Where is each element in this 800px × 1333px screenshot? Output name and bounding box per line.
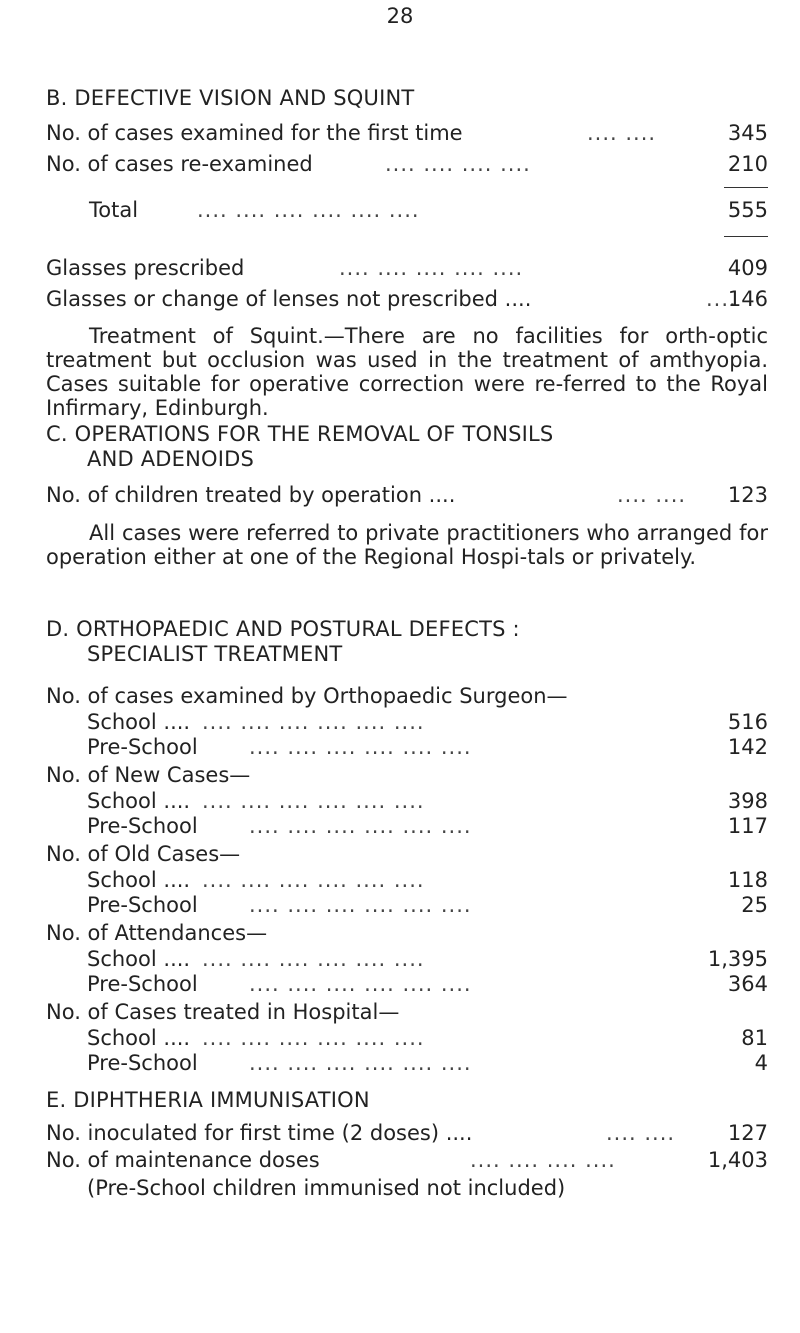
row-value: 142 [727,735,768,759]
row-label: Pre-School [87,1051,198,1075]
leader-dots: .... .... .... .... .... .... [202,868,425,892]
leader-dots: .... .... .... .... .... .... [249,1051,472,1075]
leader-dots: .... .... .... .... .... .... [249,893,472,917]
row-value: 4 [754,1051,768,1075]
row-value: 146 [727,287,768,311]
row-value: 516 [727,710,768,734]
total-rule-bottom [724,236,768,237]
leader-dots: .... .... .... .... .... .... [202,789,425,813]
row-label: School .... [87,710,191,734]
group-label: No. of New Cases— [46,763,251,787]
page-number: 28 [386,4,414,28]
section-d-heading: D. ORTHOPAEDIC AND POSTURAL DEFECTS : [46,617,520,641]
table-row [87,1026,768,1054]
leader-dots: .... .... .... .... .... .... [249,735,472,759]
leader-dots: .... .... .... .... .... .... [249,814,472,838]
row-label: Glasses or change of lenses not prescribed .... [46,287,532,311]
row-value: 398 [727,789,768,813]
table-row [87,1051,768,1079]
row-label: Pre-School [87,814,198,838]
section-c-heading: C. OPERATIONS FOR THE REMOVAL OF TONSILS [46,422,554,446]
table-row [46,256,768,284]
leader-dots: .... .... .... .... .... .... [197,198,420,222]
leader-dots: .... .... [587,121,657,145]
total-label: Total [89,198,139,222]
section-c-heading-line2: AND ADENOIDS [87,447,255,471]
total-rule-top [724,187,768,188]
table-row [87,735,768,763]
table-row [87,972,768,1000]
leader-dots: .... .... .... .... .... .... [202,947,425,971]
row-value: 210 [727,152,768,176]
tonsils-paragraph: All cases were referred to private practitioners who arranged for operation either at one of the Regional Hospi-tals or privately. [46,521,768,569]
table-row [46,121,768,149]
row-value: 25 [741,893,768,917]
leader-dots: .... .... .... .... [385,152,531,176]
leader-dots: .... .... [617,483,687,507]
immunisation-note: (Pre-School children immunised not included) [87,1176,566,1200]
table-row [46,483,768,511]
leader-dots: .... .... [606,1121,676,1145]
table-row [87,789,768,817]
leader-dots: .... [706,287,737,311]
section-e-heading: E. DIPHTHERIA IMMUNISATION [46,1088,370,1112]
row-label: Pre-School [87,972,198,996]
row-value: 345 [727,121,768,145]
section-d-heading-line2: SPECIALIST TREATMENT [87,642,343,666]
leader-dots: .... .... .... .... [470,1148,616,1172]
row-value: 1,403 [707,1148,768,1172]
table-row [87,710,768,738]
row-value: 118 [727,868,768,892]
squint-paragraph: Treatment of Squint.—There are no facilities for orth-optic treatment but occlusion was used in the treatment of amthyopia. Cases suitable for operative correction were re-ferred to the Royal Infirmary, Edinburgh. [46,324,768,420]
row-value: 117 [727,814,768,838]
group-label: No. of cases examined by Orthopaedic Surgeon— [46,684,568,708]
row-label: No. of children treated by operation .... [46,483,456,507]
group-label: No. of Cases treated in Hospital— [46,1000,400,1024]
leader-dots: .... .... .... .... .... [339,256,524,280]
leader-dots: .... .... .... .... .... .... [202,1026,425,1050]
table-row [87,868,768,896]
row-label: No. inoculated for first time (2 doses) .... [46,1121,473,1145]
leader-dots: .... .... .... .... .... .... [202,710,425,734]
row-label: No. of cases examined for the first time [46,121,463,145]
total-value: 555 [727,198,768,222]
table-row [87,947,768,975]
row-label: School .... [87,947,191,971]
row-value: 409 [727,256,768,280]
row-value: 364 [727,972,768,996]
row-value: 1,395 [707,947,768,971]
row-value: 127 [727,1121,768,1145]
row-label: Glasses prescribed [46,256,245,280]
section-b-heading: B. DEFECTIVE VISION AND SQUINT [46,86,415,110]
table-row [87,893,768,921]
row-value: 123 [727,483,768,507]
table-row [46,287,768,315]
row-label: Pre-School [87,735,198,759]
table-row [46,1148,768,1176]
group-label: No. of Old Cases— [46,842,241,866]
table-row [87,814,768,842]
row-label: School .... [87,789,191,813]
total-row [89,198,768,226]
row-label: School .... [87,868,191,892]
leader-dots: .... .... .... .... .... .... [249,972,472,996]
row-label: School .... [87,1026,191,1050]
row-value: 81 [741,1026,768,1050]
row-label: Pre-School [87,893,198,917]
row-label: No. of cases re-examined [46,152,313,176]
table-row [46,152,768,180]
group-label: No. of Attendances— [46,921,268,945]
row-label: No. of maintenance doses [46,1148,320,1172]
table-row [46,1121,768,1149]
